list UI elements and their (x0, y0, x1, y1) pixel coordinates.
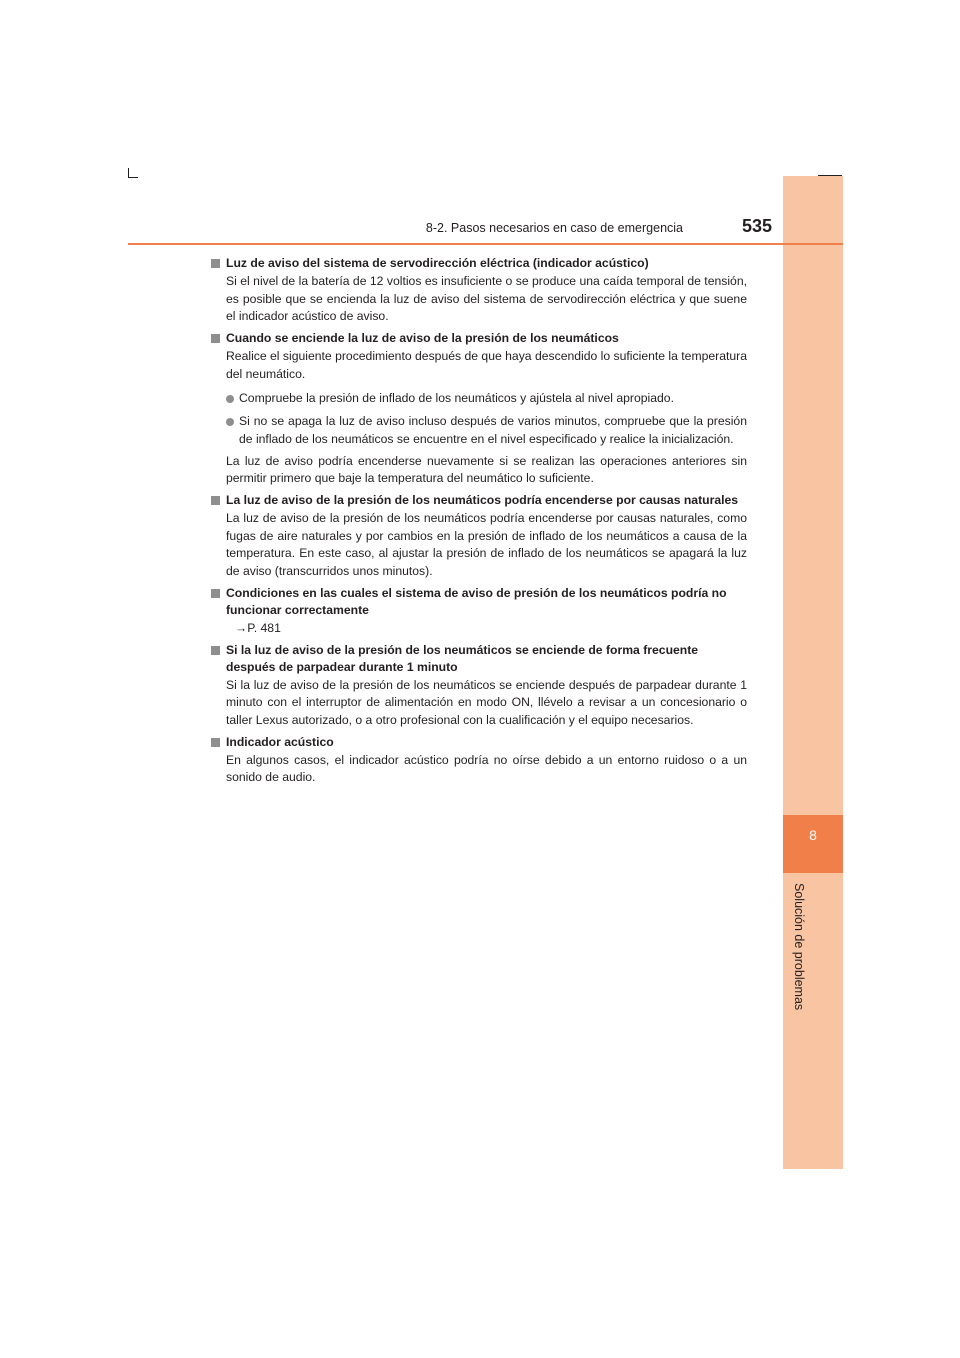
crop-mark (128, 168, 129, 178)
section-title: Si la luz de aviso de la presión de los neumáticos se enciende de forma frecuente después de parpadear durante 1 minuto (211, 642, 747, 676)
list-item: Compruebe la presión de inflado de los neumáticos y ajústela al nivel apropiado. (211, 390, 747, 408)
square-bullet-icon (211, 738, 220, 747)
paragraph: La luz de aviso de la presión de los neumáticos podría encenderse por causas naturales, como fugas de aire naturales y por cambios en la presión de inflado de los neumáticos a causa de la temperatura. En este caso, al ajustar la presión de inflado de los neumáticos se apagará la luz de aviso (transcurridos unos minutos). (226, 511, 747, 579)
paragraph: En algunos casos, el indicador acústico podría no oírse debido a un entorno ruidoso o a un sonido de audio. (226, 752, 747, 785)
square-bullet-icon (211, 496, 220, 505)
page-content (211, 255, 747, 791)
paragraph: Si el nivel de la batería de 12 voltios es insuficiente o se produce una caída temporal de tensión, es posible que se encienda la luz de aviso del sistema de servodirección eléctrica y que suene el indicador acústico de aviso. (226, 274, 747, 324)
page-reference: →P. 481 (235, 620, 281, 635)
page-number: 535 (741, 216, 772, 236)
section-conditions (211, 585, 747, 638)
section-frequent-warning (211, 642, 747, 730)
square-bullet-icon (211, 646, 220, 655)
section-natural-causes (211, 492, 747, 581)
crop-mark (128, 177, 138, 178)
round-bullet-icon (226, 395, 234, 403)
section-tire-pressure-on (211, 330, 747, 488)
chapter-title: Solución de problemas (792, 883, 806, 1011)
square-bullet-icon (211, 589, 220, 598)
round-bullet-icon (226, 418, 234, 426)
section-title: Cuando se enciende la luz de aviso de la presión de los neumáticos (211, 330, 747, 347)
square-bullet-icon (211, 259, 220, 268)
section-buzzer (211, 734, 747, 787)
section-title: Condiciones en las cuales el sistema de aviso de presión de los neumáticos podría no funcionar correctamente (211, 585, 747, 619)
section-title: Indicador acústico (211, 734, 747, 751)
square-bullet-icon (211, 334, 220, 343)
paragraph: Si la luz de aviso de la presión de los neumáticos se enciende después de parpadear durante 1 minuto con el interruptor de alimentación en modo ON, llévelo a revisar a un concesionario o taller Lexus autorizado, o a otro profesional con la cualificación y el equipo necesarios. (226, 677, 747, 727)
list-item: Si no se apaga la luz de aviso incluso después de varios minutos, compruebe que la presión de inflado de los neumáticos se encuentre en el nivel especificado y realice la inicialización. (211, 413, 747, 448)
chapter-tab (783, 815, 843, 873)
paragraph: Realice el siguiente procedimiento después de que haya descendido lo suficiente la temperatura del neumático. (226, 349, 748, 381)
section-header: 8-2. Pasos necesarios en caso de emergencia (425, 221, 683, 235)
header-rule (128, 243, 843, 245)
section-title: La luz de aviso de la presión de los neumáticos podría encenderse por causas naturales (211, 492, 747, 509)
section-eps-warning (211, 255, 747, 326)
paragraph: La luz de aviso podría encenderse nuevamente si se realizan las operaciones anteriores sin permitir primero que baje la temperatura del neumático lo suficiente. (226, 453, 747, 486)
chapter-number: 8 (809, 827, 817, 843)
chapter-side-band (783, 176, 843, 1169)
section-title: Luz de aviso del sistema de servodirección eléctrica (indicador acústico) (211, 255, 747, 272)
